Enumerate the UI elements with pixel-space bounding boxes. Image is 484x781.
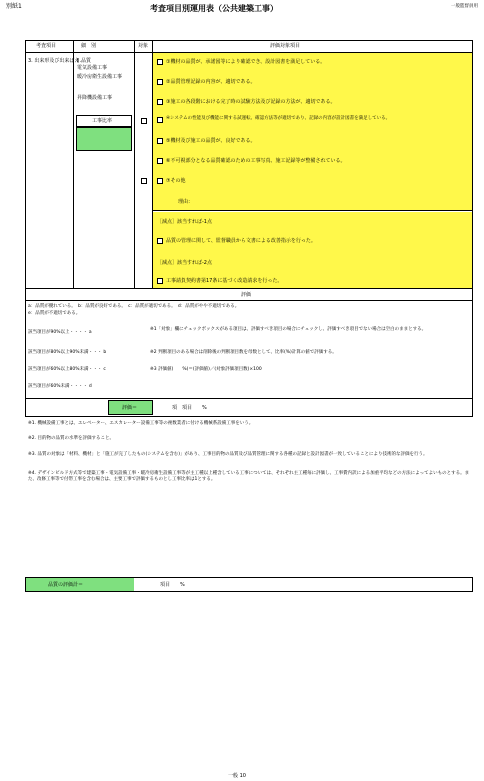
- criteria-checkbox-2[interactable]: [157, 79, 163, 85]
- attachment-label: 別紙1: [6, 3, 22, 10]
- divider: [73, 40, 74, 288]
- criteria-7: ⑦その他: [166, 178, 186, 184]
- criteria-1: ①機材の品質が、承諾図等により確認でき、設計図書を満足している。: [166, 59, 326, 65]
- footnote-4: ※4. デザインビルド方式等で建築工事・電気設備工事・暖冷房衛生設備工事等が主工種以上種含している工事については、それぞれ主工種毎に評価し、工事費内訳による加重平均などの方法によってよいものとする。また、改修工事等で付帯工事を含む場合は、主要工事で評価するものとし工事比率は1とする。: [28, 471, 470, 482]
- reason-label: 理由：: [178, 199, 194, 205]
- note-2: ※2 判断項目のある場合は削除後の判断項目数を母数として、比率(%)計算の値で評価する。: [150, 350, 337, 355]
- col-eval-header: 評価対象項目: [270, 43, 301, 49]
- ratio-label: 工事比率: [92, 118, 113, 124]
- criteria-checkbox-5[interactable]: [157, 138, 163, 144]
- deduct-header-1: ［減点］該当すれば-1点: [157, 219, 212, 225]
- threshold-b: 該当項目が80%以上90%未満・・・ b: [28, 350, 107, 355]
- item-label: 3. 出来形及び出来ばえ: [28, 58, 80, 64]
- deduct-checkbox-1[interactable]: [157, 238, 163, 244]
- note-3: ※3 評価値( %)＝(評価値)／(対象評価項目数)×100: [150, 367, 262, 372]
- target-checkbox[interactable]: [141, 118, 147, 124]
- criteria-5: ⑤機材及び施工の品質が、良好である。: [166, 138, 256, 144]
- usage-label: 一般監督員用: [451, 4, 478, 9]
- page-title: 考査項目別運用表（公共建築工事）: [150, 4, 278, 13]
- footnote-1: ※1. 機械設備工事とは、エレベーター、エスカレーター設備工事等の複数業者に付ける機械系設備工事をいう。: [28, 421, 254, 426]
- divider: [134, 40, 135, 288]
- eval-count: 項目 %: [182, 405, 207, 411]
- evaluation-label: 評価: [241, 292, 252, 298]
- criteria-checkbox-1[interactable]: [157, 59, 163, 65]
- detail-quality: Ⅱ.品質: [77, 58, 92, 64]
- eval-value-row: [25, 398, 473, 417]
- col-target-header: 対象: [138, 43, 149, 49]
- target-checkbox-other[interactable]: [141, 178, 147, 184]
- threshold-c: 該当項目が60%以上80%未満・・・ c: [28, 367, 106, 372]
- detail-electric: 電気設備工事: [77, 65, 108, 71]
- footnote-3: ※3. 品質の対象は「材料、機材」と「施工が完了したもの(システムを含む)」があり、工事目的物の品質及び品質管理に関する各種の記録と設計図書が一致していることにより技術的な評価を行う。: [28, 452, 428, 457]
- detail-elevator: 昇降機設備工事: [77, 95, 113, 101]
- criteria-checkbox-4[interactable]: [157, 117, 163, 123]
- grades-line-2: e：品質が不適切である。: [28, 311, 81, 316]
- footnote-2: ※2. 目的物の品質の水準を評価すること。: [28, 436, 114, 441]
- page-number: 一般 10: [228, 773, 246, 779]
- threshold-d: 該当項目が60%未満・・・・ d: [28, 384, 92, 389]
- col-detail-header: 細 別: [81, 43, 97, 49]
- col-item-header: 考査項目: [36, 43, 57, 49]
- summary-label: 品質の評価計＝: [48, 582, 84, 588]
- summary-value: 項目 %: [160, 582, 185, 588]
- deduct-item-1: 品質の管理に関して、監督職員から文書による改善指示を行った。: [166, 238, 316, 244]
- criteria-checkbox-3[interactable]: [157, 99, 163, 105]
- criteria-area: [153, 53, 472, 211]
- criteria-3: ③施工の各段階における完了時の試験方法及び記録の方法が、適切である。: [166, 99, 336, 105]
- grades-line-1: a：品質が優れている。 b：品質が良好である。 c：品質が適切である。 d：品質がやや不適切である。: [28, 304, 240, 309]
- detail-hvac: 暖冷房衛生設備工事: [77, 74, 123, 80]
- criteria-checkbox-6[interactable]: [157, 158, 163, 164]
- eval-value-label: 評価＝: [122, 405, 138, 411]
- criteria-6: ⑥不可視部分となる品質確認のための工事写真、施工記録等が整備されている。: [166, 158, 346, 164]
- deduct-checkbox-2[interactable]: [157, 278, 163, 284]
- eval-prefix: 項: [172, 405, 178, 411]
- criteria-checkbox-7[interactable]: [157, 178, 163, 184]
- ratio-input[interactable]: [76, 127, 132, 151]
- threshold-a: 該当項目が90%以上・・・・ a: [28, 330, 92, 335]
- note-1: ※1「対象」欄にチェックボックスがある項目は、評価すべき項目の場合にチェックし、評価すべき項目でない場合は空白のままとする。: [150, 327, 427, 332]
- deduct-item-2: 工事請負契約書第17条に基づく改造請求を行った。: [166, 278, 283, 284]
- criteria-4: ④システムの性能及び機能に関する試運転、確認方法等が適切であり、記録の内容が設計図書を満足している。: [166, 116, 391, 121]
- criteria-2: ②品質管理記録の内容が、適切である。: [166, 79, 256, 85]
- deduct-header-2: ［減点］該当すれば-2点: [157, 260, 212, 266]
